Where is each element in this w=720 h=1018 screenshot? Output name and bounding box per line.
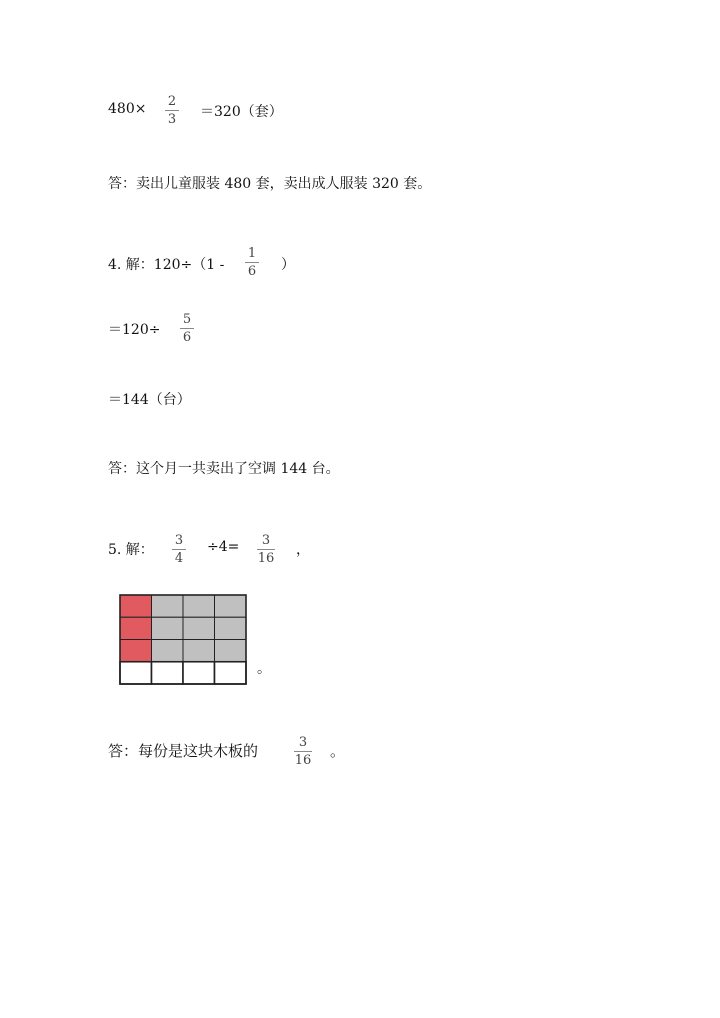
grid-cell-gray: [215, 640, 247, 662]
fraction-three-sixteenths: [254, 533, 278, 566]
fraction-bar: [172, 549, 186, 550]
fraction-denominator: 6: [247, 264, 257, 279]
q4-line1-left: 4. 解：120÷（1 -: [108, 257, 225, 273]
fraction-five-sixths: [175, 312, 199, 345]
fraction-denominator: 3: [167, 112, 177, 127]
grid-cell-white: [215, 662, 247, 684]
grid-cell-white: [183, 662, 215, 684]
fraction-numerator: 3: [261, 533, 271, 548]
grid-cell-white: [120, 662, 152, 684]
fraction-numerator: 2: [167, 94, 177, 109]
grid-cell-gray: [215, 617, 247, 639]
fraction-numerator: 3: [298, 735, 308, 750]
q5-period: 。: [257, 661, 271, 677]
grid-cell-gray: [183, 617, 215, 639]
fraction-numerator: 1: [247, 246, 257, 261]
q5-label: 5. 解：: [108, 542, 154, 558]
fraction-bar: [245, 262, 259, 263]
fraction-bar: [180, 328, 194, 329]
fraction-denominator: 6: [182, 330, 192, 345]
fraction-two-thirds: [160, 94, 184, 127]
fraction-denominator: 4: [174, 551, 184, 566]
fraction-bar: [257, 549, 275, 550]
fraction-three-quarters: [167, 533, 191, 566]
fraction-three-sixteenths-answer: [291, 735, 315, 768]
grid-cell-gray: [152, 640, 184, 662]
q5-comma: ，: [296, 542, 310, 558]
expr-right: ＝320（套）: [200, 104, 283, 120]
q5-operator: ÷4=: [207, 539, 240, 555]
grid-cell-red: [120, 640, 152, 662]
grid-cell-gray: [183, 640, 215, 662]
grid-cell-gray: [183, 595, 215, 617]
answer-4: 答：这个月一共卖出了空调 144 台。: [108, 461, 340, 477]
fraction-one-sixth: [240, 246, 264, 279]
answer-3: 答：卖出儿童服装 480 套，卖出成人服装 320 套。: [108, 176, 432, 192]
grid-cell-red: [120, 595, 152, 617]
answer-5-right: 。: [330, 742, 346, 760]
grid-cell-gray: [152, 617, 184, 639]
grid-cell-gray: [215, 595, 247, 617]
q4-line2-left: ＝120÷: [108, 322, 161, 338]
q4-line1-right: ）: [281, 257, 295, 273]
q4-line3: ＝144（台）: [108, 392, 191, 408]
fraction-numerator: 3: [174, 533, 184, 548]
fraction-denominator: 16: [294, 753, 312, 768]
grid-cell-white: [152, 662, 184, 684]
grid-cell-gray: [152, 595, 184, 617]
answer-5-left: 答：每份是这块木板的: [108, 742, 259, 760]
fraction-numerator: 5: [182, 312, 192, 327]
board-grid-diagram: [119, 594, 249, 688]
expr-left: 480×: [108, 101, 147, 117]
fraction-denominator: 16: [257, 551, 275, 566]
fraction-bar: [165, 110, 179, 111]
grid-cell-red: [120, 617, 152, 639]
fraction-bar: [294, 751, 312, 752]
